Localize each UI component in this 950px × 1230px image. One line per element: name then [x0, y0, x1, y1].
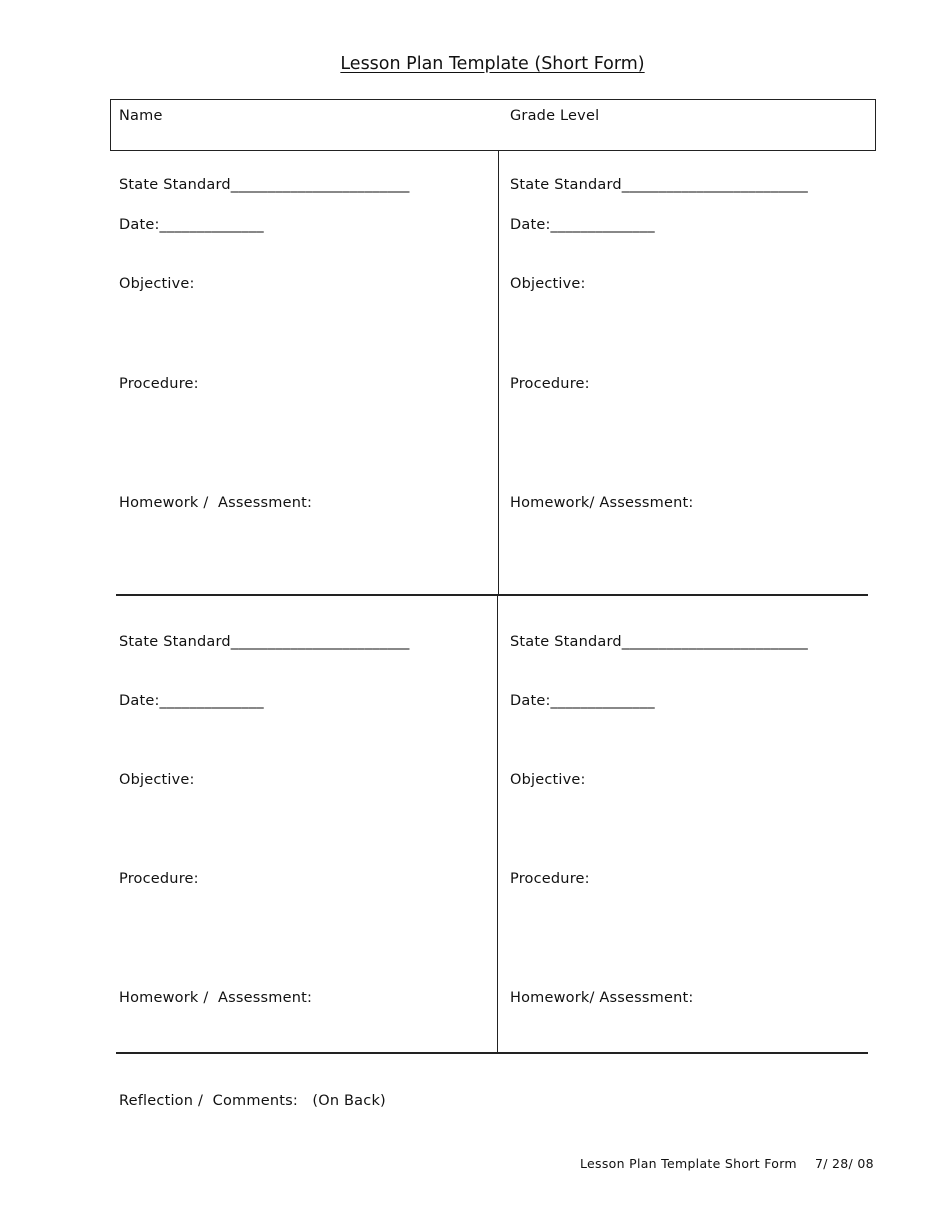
block-2-left-objective: Objective: — [119, 772, 195, 788]
block-bottom-rule — [116, 1052, 868, 1054]
block-2-left-date: Date:______________ — [119, 693, 264, 709]
block-2-right-state-standard: State Standard_________________________ — [510, 634, 809, 650]
block-1-left-homework: Homework / Assessment: — [119, 495, 313, 511]
block-2-column-divider — [497, 596, 498, 1052]
block-1-right-state-standard: State Standard_________________________ — [510, 177, 809, 193]
footer-date: 7/ 28/ 08 — [815, 1156, 874, 1171]
block-1-right-homework: Homework/ Assessment: — [510, 495, 694, 511]
block-1-left-procedure: Procedure: — [119, 376, 199, 392]
block-2-right-objective: Objective: — [510, 772, 586, 788]
block-1-left-objective: Objective: — [119, 276, 195, 292]
block-2-left-procedure: Procedure: — [119, 871, 199, 887]
block-1-left-date: Date:______________ — [119, 217, 264, 233]
block-2-right-homework: Homework/ Assessment: — [510, 990, 694, 1006]
block-2-left-state-standard: State Standard________________________ — [119, 634, 410, 650]
block-1-column-divider — [498, 151, 499, 595]
page-title: Lesson Plan Template (Short Form) — [340, 54, 645, 74]
block-1-right-objective: Objective: — [510, 276, 586, 292]
block-1-right-procedure: Procedure: — [510, 376, 590, 392]
block-2-left-homework: Homework / Assessment: — [119, 990, 313, 1006]
header-box — [110, 99, 876, 151]
block-1-left-state-standard: State Standard________________________ — [119, 177, 410, 193]
reflection-label: Reflection / Comments: (On Back) — [119, 1093, 386, 1109]
block-2-right-date: Date:______________ — [510, 693, 655, 709]
block-separator — [116, 594, 868, 596]
grade-level-label: Grade Level — [510, 108, 600, 124]
footer-doc-name: Lesson Plan Template Short Form — [580, 1156, 797, 1171]
block-1-right-date: Date:______________ — [510, 217, 655, 233]
name-label: Name — [119, 108, 163, 124]
block-2-right-procedure: Procedure: — [510, 871, 590, 887]
